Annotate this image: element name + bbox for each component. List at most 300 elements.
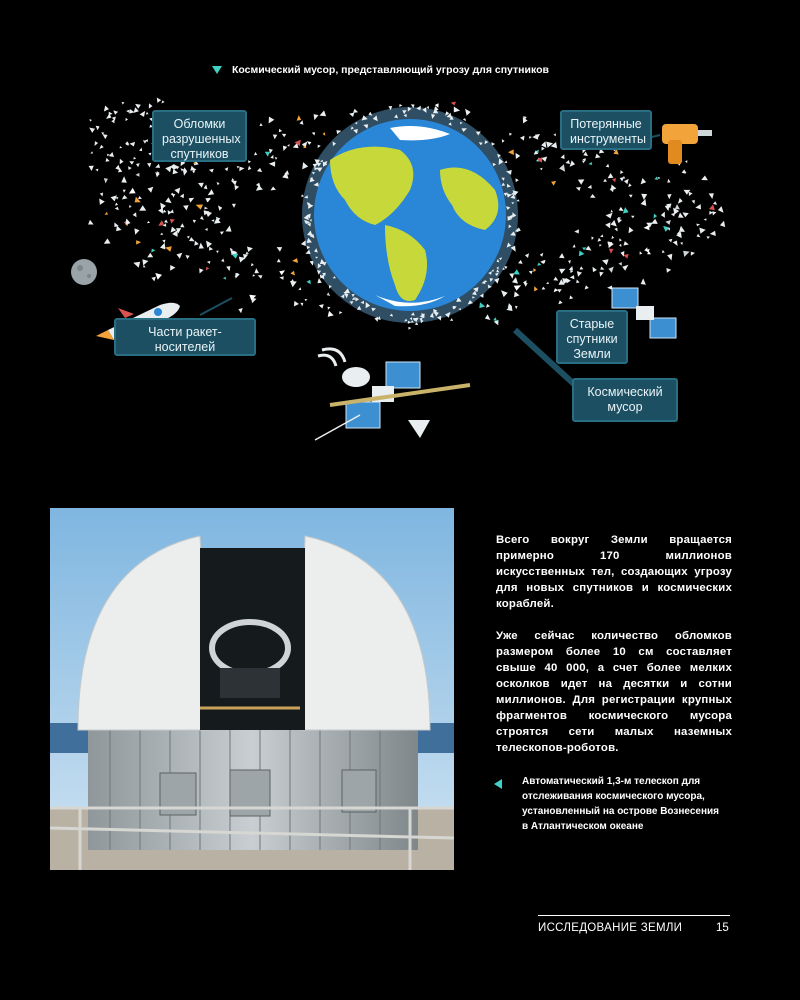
debris-fragment	[399, 104, 402, 107]
debris-fragment	[257, 168, 262, 172]
page-number: 15	[716, 922, 729, 934]
debris-fragment	[408, 327, 411, 330]
debris-fragment	[576, 187, 581, 191]
debris-fragment	[294, 301, 299, 307]
debris-fragment	[129, 161, 134, 165]
debris-fragment	[641, 178, 647, 184]
debris-fragment	[327, 292, 331, 296]
debris-fragment	[667, 179, 670, 183]
debris-fragment	[104, 178, 108, 183]
debris-fragment	[235, 273, 239, 279]
debris-fragment	[104, 106, 109, 112]
debris-fragment	[568, 260, 571, 264]
debris-fragment	[171, 193, 174, 196]
debris-fragment	[246, 252, 249, 255]
debris-fragment	[298, 287, 301, 290]
debris-fragment	[231, 181, 237, 186]
debris-fragment	[120, 146, 123, 148]
debris-fragment	[618, 262, 622, 266]
debris-fragment	[701, 176, 708, 181]
debris-fragment	[162, 240, 165, 243]
debris-fragment	[516, 178, 519, 182]
debris-fragment	[666, 268, 671, 273]
debris-fragment	[260, 123, 263, 126]
debris-fragment	[685, 160, 687, 163]
debris-fragment	[585, 285, 589, 289]
debris-fragment	[317, 278, 321, 283]
debris-fragment	[570, 275, 575, 279]
debris-fragment	[629, 195, 633, 198]
debris-fragment	[115, 165, 120, 171]
debris-fragment	[314, 114, 319, 120]
debris-fragment	[593, 267, 597, 272]
callout-satellite-fragments: Обломки разрушенных спутников	[152, 110, 247, 162]
debris-fragment	[578, 179, 585, 184]
debris-fragment	[675, 204, 680, 209]
debris-fragment	[300, 303, 303, 306]
debris-fragment	[542, 287, 546, 290]
debris-fragment	[612, 178, 616, 182]
debris-fragment	[270, 187, 276, 191]
debris-fragment	[305, 299, 308, 301]
debris-fragment	[148, 187, 154, 193]
debris-fragment	[160, 233, 163, 235]
debris-fragment	[553, 277, 558, 281]
debris-fragment	[189, 237, 195, 241]
debris-fragment	[603, 179, 607, 182]
debris-fragment	[199, 268, 203, 273]
debris-fragment	[254, 268, 259, 273]
debris-fragment	[720, 221, 725, 227]
debris-fragment	[310, 261, 314, 266]
debris-fragment	[164, 220, 168, 223]
debris-fragment	[170, 265, 175, 271]
debris-fragment	[133, 262, 140, 268]
debris-fragment	[160, 203, 166, 210]
debris-fragment	[608, 267, 613, 273]
debris-fragment	[493, 317, 497, 321]
debris-fragment	[277, 259, 281, 263]
debris-fragment	[180, 194, 184, 199]
debris-fragment	[557, 289, 562, 292]
debris-fragment	[697, 234, 701, 237]
debris-fragment	[654, 177, 658, 180]
debris-fragment	[292, 258, 298, 263]
debris-fragment	[566, 160, 571, 164]
debris-fragment	[128, 166, 132, 170]
debris-fragment	[226, 226, 232, 232]
debris-fragment	[668, 239, 672, 243]
debris-fragment	[114, 222, 118, 227]
debris-fragment	[225, 167, 229, 171]
debris-fragment	[605, 222, 610, 228]
debris-fragment	[661, 212, 665, 218]
debris-fragment	[551, 142, 557, 148]
debris-fragment	[328, 307, 331, 310]
debris-fragment	[247, 247, 253, 253]
debris-fragment	[718, 206, 724, 213]
debris-fragment	[287, 144, 290, 147]
debris-fragment	[451, 102, 456, 106]
debris-fragment	[207, 261, 210, 264]
debris-fragment	[569, 266, 573, 271]
debris-fragment	[654, 214, 658, 219]
debris-fragment	[691, 252, 695, 256]
debris-fragment	[90, 151, 93, 153]
debris-fragment	[504, 161, 507, 164]
debris-fragment	[559, 253, 565, 258]
debris-fragment	[165, 197, 171, 203]
debris-fragment	[196, 205, 204, 210]
debris-fragment	[629, 227, 634, 233]
debris-fragment	[323, 132, 326, 136]
debris-fragment	[529, 271, 533, 275]
debris-fragment	[537, 157, 543, 163]
debris-fragment	[658, 177, 661, 179]
callout-old-satellites: Старые спутники Земли	[556, 310, 628, 364]
debris-fragment	[170, 219, 175, 224]
debris-fragment	[479, 302, 485, 308]
debris-fragment	[582, 247, 586, 250]
debris-fragment	[279, 129, 282, 133]
debris-fragment	[187, 236, 190, 239]
debris-fragment	[239, 167, 244, 172]
debris-fragment	[199, 243, 204, 249]
debris-fragment	[509, 273, 514, 278]
debris-fragment	[606, 213, 613, 219]
debris-fragment	[115, 203, 118, 206]
debris-fragment	[612, 236, 615, 239]
debris-fragment	[307, 141, 312, 145]
debris-fragment	[99, 145, 103, 149]
debris-fragment	[126, 218, 131, 224]
debris-fragment	[269, 149, 273, 154]
debris-fragment	[254, 152, 257, 156]
debris-fragment	[204, 185, 208, 190]
debris-fragment	[580, 266, 584, 269]
debris-fragment	[628, 183, 631, 187]
debris-fragment	[96, 126, 100, 131]
debris-fragment	[533, 268, 536, 272]
debris-fragment	[516, 153, 521, 159]
debris-fragment	[200, 216, 204, 220]
debris-fragment	[297, 115, 302, 121]
debris-fragment	[209, 169, 214, 173]
debris-fragment	[223, 277, 226, 280]
debris-fragment	[301, 240, 306, 246]
debris-fragment	[621, 251, 625, 257]
debris-fragment	[136, 173, 140, 177]
callout-rocket-parts: Части ракет- носителей	[114, 318, 256, 356]
debris-fragment	[599, 244, 601, 247]
debris-fragment	[512, 277, 518, 284]
debris-fragment	[619, 244, 622, 247]
debris-fragment	[139, 148, 142, 152]
debris-fragment	[104, 238, 111, 243]
debris-fragment	[576, 279, 579, 283]
debris-fragment	[569, 295, 573, 299]
debris-fragment	[143, 265, 146, 267]
drill-icon	[662, 124, 712, 164]
debris-fragment	[204, 207, 208, 210]
debris-fragment	[570, 160, 576, 167]
debris-fragment	[678, 198, 683, 204]
debris-fragment	[611, 210, 613, 213]
debris-fragment	[149, 103, 153, 108]
debris-fragment	[600, 267, 604, 270]
debris-fragment	[147, 221, 150, 223]
debris-fragment	[165, 246, 172, 252]
debris-fragment	[180, 223, 184, 227]
debris-fragment	[554, 133, 556, 136]
debris-fragment	[256, 185, 263, 191]
debris-fragment	[619, 207, 624, 211]
debris-fragment	[595, 154, 600, 159]
debris-fragment	[232, 254, 239, 259]
debris-fragment	[248, 160, 251, 163]
debris-fragment	[177, 253, 183, 259]
debris-fragment	[161, 100, 164, 103]
article-paragraph-2: Уже сейчас количество обломков размером более 10 см составляет свыше 40 000, а счет более мелких осколков идет на десятки и сотни миллионов. Для регистрации крупных фрагментов космического мусора строятся сети малых наземных телескопов-роботов.	[496, 630, 732, 754]
debris-fragment	[707, 236, 711, 239]
debris-fragment	[269, 161, 275, 166]
debris-fragment	[248, 166, 252, 171]
debris-fragment	[611, 185, 617, 191]
debris-fragment	[232, 204, 236, 208]
debris-fragment	[138, 196, 142, 199]
debris-fragment	[600, 234, 603, 237]
debris-fragment	[709, 205, 715, 211]
debris-fragment	[623, 254, 628, 259]
debris-fragment	[312, 132, 316, 135]
debris-fragment	[501, 290, 508, 297]
debris-fragment	[318, 145, 321, 148]
debris-fragment	[205, 228, 208, 231]
debris-fragment	[504, 266, 507, 269]
debris-fragment	[113, 110, 118, 114]
debris-fragment	[566, 278, 571, 284]
debris-fragment	[680, 242, 683, 245]
debris-fragment	[598, 238, 602, 242]
debris-fragment	[135, 104, 141, 109]
debris-fragment	[590, 194, 596, 198]
debris-fragment	[518, 260, 523, 264]
debris-fragment	[463, 118, 466, 121]
debris-fragment	[695, 204, 701, 209]
debris-fragment	[673, 241, 678, 247]
debris-fragment	[588, 185, 592, 189]
debris-fragment	[105, 212, 108, 215]
debris-fragment	[139, 205, 146, 210]
debris-fragment	[622, 265, 628, 271]
debris-fragment	[696, 224, 700, 227]
debris-fragment	[537, 263, 541, 266]
debris-fragment	[122, 102, 125, 105]
debris-fragment	[486, 304, 490, 308]
debris-fragment	[546, 142, 553, 148]
article-paragraph-1: Всего вокруг Земли вращается примерно 170 миллионов искусственных тел, создающих угрозу для новых спутников и космических кораблей.	[496, 534, 732, 610]
debris-fragment	[279, 270, 285, 275]
debris-fragment	[307, 280, 311, 285]
debris-fragment	[89, 166, 94, 171]
debris-fragment	[133, 157, 136, 160]
debris-fragment	[599, 272, 603, 277]
debris-fragment	[623, 207, 629, 213]
debris-fragment	[692, 200, 695, 204]
infographic-caption-text: Космический мусор, представляющий угрозу для спутников	[232, 64, 549, 76]
debris-fragment	[265, 152, 270, 157]
moon-icon	[71, 259, 97, 285]
debris-fragment	[126, 118, 129, 121]
debris-fragment	[129, 205, 132, 208]
debris-fragment	[611, 220, 617, 227]
debris-fragment	[237, 166, 240, 168]
debris-fragment	[509, 133, 512, 136]
debris-fragment	[95, 169, 98, 172]
debris-fragment	[198, 183, 204, 188]
debris-fragment	[133, 212, 137, 217]
satellite-large-icon	[315, 349, 470, 440]
debris-fragment	[273, 135, 278, 140]
debris-fragment	[147, 253, 153, 258]
debris-fragment	[102, 134, 107, 139]
debris-fragment	[520, 136, 525, 141]
debris-fragment	[186, 255, 190, 259]
debris-fragment	[90, 119, 92, 122]
debris-fragment	[109, 152, 114, 157]
debris-fragment	[640, 251, 643, 254]
debris-fragment	[251, 263, 254, 266]
debris-fragment	[508, 149, 514, 155]
debris-fragment	[209, 247, 213, 251]
debris-fragment	[206, 241, 212, 248]
debris-fragment	[609, 249, 614, 254]
debris-fragment	[583, 152, 588, 157]
debris-fragment	[99, 199, 105, 205]
debris-fragment	[151, 277, 156, 282]
debris-fragment	[158, 208, 163, 214]
debris-fragment	[217, 182, 220, 185]
debris-fragment	[302, 162, 308, 169]
debris-fragment	[147, 163, 151, 168]
debris-fragment	[220, 231, 224, 234]
debris-fragment	[290, 279, 294, 283]
debris-fragment	[275, 157, 278, 160]
debris-fragment	[283, 146, 287, 151]
debris-fragment	[631, 216, 635, 219]
debris-fragment	[319, 304, 324, 309]
debris-fragment	[158, 220, 164, 226]
callout-space-debris: Космический мусор	[572, 378, 678, 422]
debris-fragment	[116, 197, 119, 200]
debris-fragment	[189, 198, 195, 203]
debris-fragment	[588, 162, 592, 165]
debris-fragment	[667, 194, 671, 199]
debris-fragment	[709, 193, 714, 199]
debris-fragment	[585, 246, 591, 251]
debris-fragment	[540, 260, 544, 264]
debris-fragment	[491, 142, 495, 146]
debris-fragment	[120, 159, 124, 165]
debris-fragment	[100, 193, 103, 197]
debris-fragment	[226, 266, 230, 271]
debris-fragment	[606, 164, 610, 168]
debris-fragment	[122, 195, 128, 200]
debris-fragment	[540, 253, 544, 257]
debris-fragment	[485, 314, 491, 320]
debris-fragment	[689, 192, 693, 196]
footer-divider	[538, 915, 730, 916]
debris-fragment	[218, 205, 222, 211]
debris-fragment	[561, 154, 565, 159]
debris-fragment	[270, 155, 273, 159]
debris-fragment	[465, 109, 471, 116]
debris-fragment	[574, 229, 579, 233]
photo-caption: Автоматический 1,3-м телескоп для отслеживания космического мусора, установленный на острове Вознесения в Атлантическом океане	[522, 776, 719, 832]
debris-fragment	[206, 267, 209, 270]
debris-fragment	[614, 228, 617, 232]
debris-fragment	[713, 201, 717, 205]
debris-fragment	[353, 109, 358, 113]
debris-fragment	[193, 220, 196, 223]
debris-fragment	[238, 308, 242, 313]
debris-fragment	[579, 250, 585, 256]
debris-fragment	[130, 142, 136, 147]
debris-fragment	[622, 176, 625, 179]
debris-fragment	[252, 274, 255, 276]
debris-fragment	[559, 269, 565, 274]
debris-fragment	[146, 112, 149, 115]
debris-fragment	[534, 286, 538, 291]
debris-fragment	[173, 169, 179, 174]
debris-fragment	[514, 285, 521, 291]
debris-fragment	[277, 247, 283, 252]
debris-fragment	[129, 188, 136, 194]
debris-fragment	[258, 275, 263, 279]
debris-fragment	[679, 226, 685, 232]
debris-fragment	[235, 185, 240, 190]
debris-fragment	[183, 205, 189, 210]
debris-fragment	[89, 128, 95, 133]
debris-fragment	[525, 253, 529, 258]
debris-fragment	[151, 249, 155, 253]
debris-fragment	[682, 212, 688, 217]
debris-fragment	[121, 176, 127, 183]
debris-fragment	[513, 269, 520, 274]
debris-fragment	[221, 258, 224, 262]
debris-fragment	[624, 179, 629, 185]
debris-fragment	[211, 219, 214, 222]
debris-fragment	[641, 199, 647, 206]
footer-section-title: ИССЛЕДОВАНИЕ ЗЕМЛИ	[538, 922, 683, 934]
debris-fragment	[136, 240, 141, 244]
debris-fragment	[573, 244, 576, 247]
debris-fragment	[216, 251, 219, 254]
article-text	[496, 532, 732, 772]
debris-fragment	[269, 117, 275, 124]
debris-fragment	[619, 238, 622, 241]
debris-fragment	[683, 251, 689, 257]
telescope-photo	[50, 508, 454, 870]
debris-fragment	[88, 220, 94, 225]
debris-fragment	[300, 120, 304, 125]
debris-fragment	[641, 194, 647, 200]
debris-fragment	[339, 311, 343, 314]
debris-fragment	[667, 254, 672, 261]
debris-fragment	[608, 173, 614, 178]
debris-fragment	[194, 241, 199, 246]
debris-fragment	[142, 259, 148, 265]
